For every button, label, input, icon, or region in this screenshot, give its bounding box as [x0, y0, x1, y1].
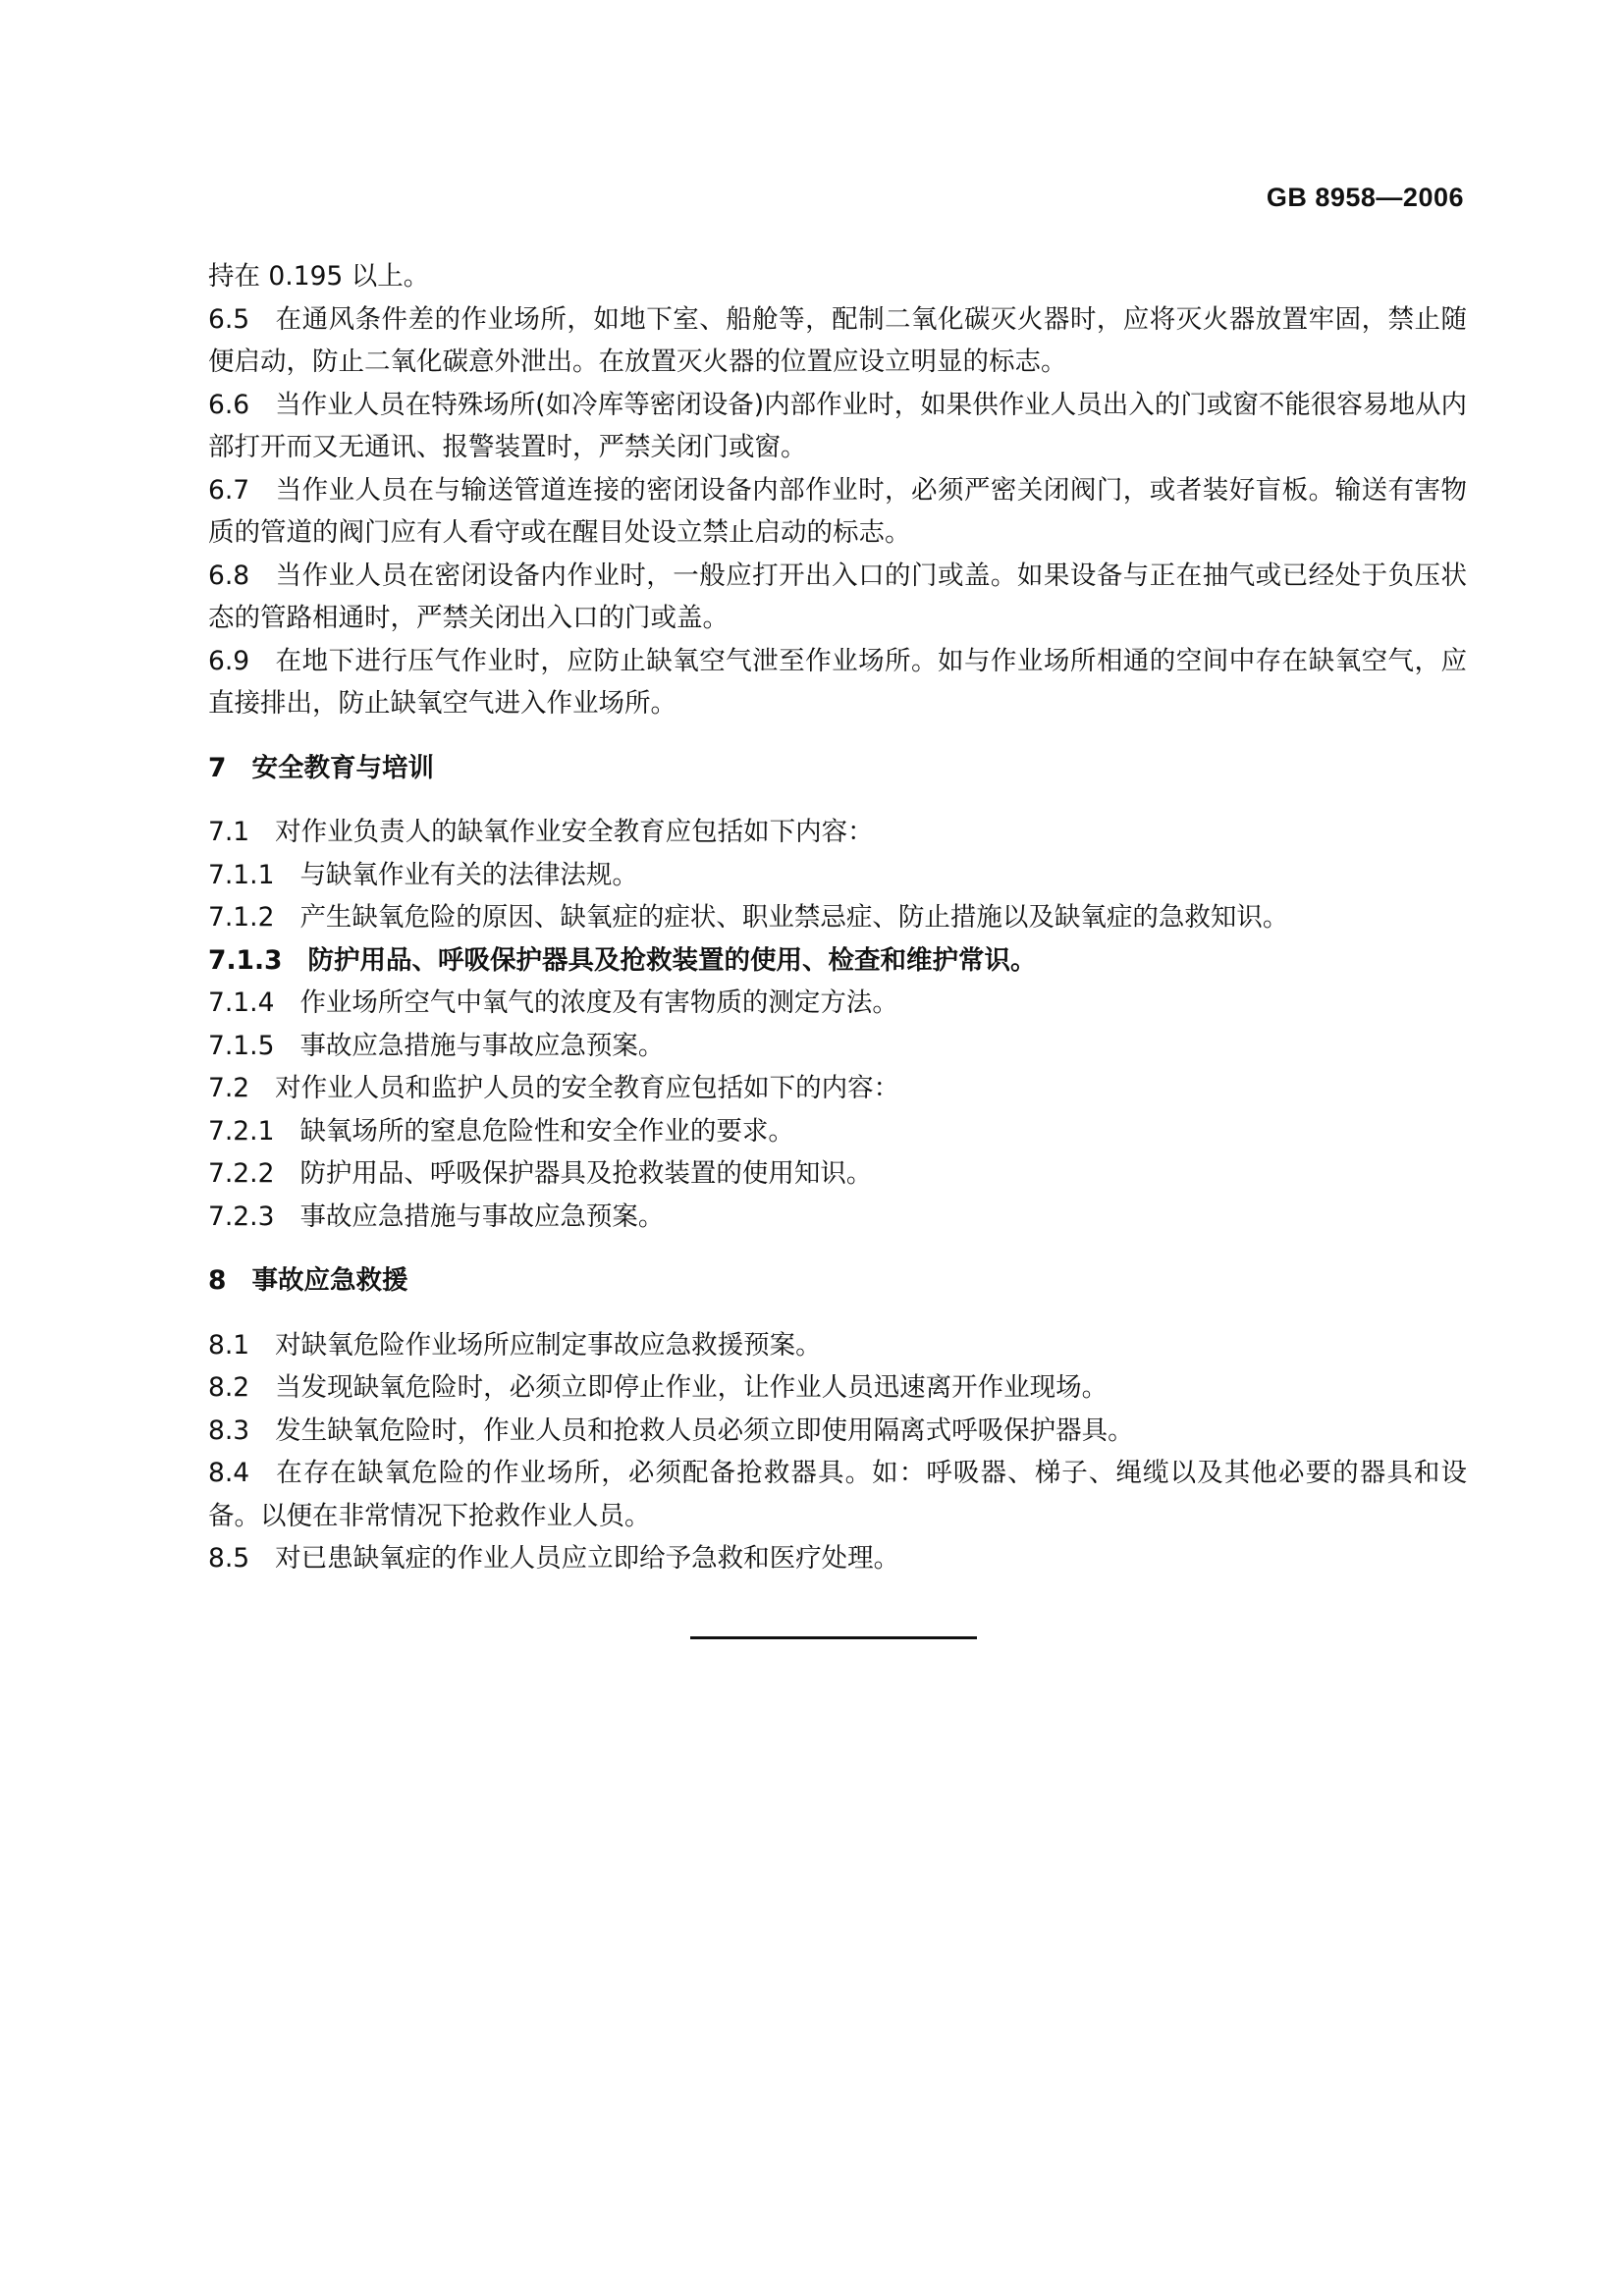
clause-number: 7.1.1: [208, 859, 275, 890]
section-title: 事故应急救援: [251, 1265, 408, 1296]
clause-number: 8.1: [208, 1329, 250, 1361]
section-number: 7: [208, 752, 227, 783]
clause-8-1: [208, 1324, 1467, 1367]
clause-7-1-1: [208, 854, 1467, 897]
section-8-list: [208, 1324, 1467, 1580]
clause-8-5: [208, 1537, 1467, 1580]
clause-text: 当作业人员在与输送管道连接的密闭设备内部作业时，必须严密关闭阀门，或者装好盲板。输送有害物质的管道的阀门应有人看守或在醒目处设立禁止启动的标志。: [208, 474, 1467, 548]
clause-text: 作业场所空气中氧气的浓度及有害物质的测定方法。: [299, 988, 898, 1018]
clause-text: 对作业人员和监护人员的安全教育应包括如下的内容：: [275, 1073, 900, 1103]
clause-number: 7.1.3: [208, 944, 283, 976]
clause-number: 7.1.2: [208, 902, 275, 933]
clause-number: 6.5: [208, 303, 250, 335]
clause-7-2-2: [208, 1152, 1467, 1196]
document-body: [208, 255, 1467, 1580]
clause-number: 7.1: [208, 817, 250, 847]
clause-text: 对缺氧危险作业场所应制定事故应急救援预案。: [275, 1329, 822, 1361]
clause-text: 发生缺氧危险时，作业人员和抢救人员必须立即使用隔离式呼吸保护器具。: [275, 1415, 1134, 1446]
clause-number: 7.2.1: [208, 1115, 275, 1147]
clause-text: 与缺氧作业有关的法律法规。: [299, 859, 638, 890]
section-7-heading: [208, 747, 1467, 790]
clause-number: 7.2.3: [208, 1201, 275, 1232]
section-7-list: [208, 811, 1467, 1238]
clause-number: 6.7: [208, 474, 250, 506]
clause-text: 在地下进行压气作业时，应防止缺氧空气泄至作业场所。如与作业场所相通的空间中存在缺氧空气，应直接排出，防止缺氧空气进入作业场所。: [208, 645, 1467, 719]
clause-number: 7.2.2: [208, 1158, 275, 1189]
clause-7-1-3: [208, 939, 1467, 983]
clause-6-6: [208, 384, 1467, 469]
clause-number: 6.6: [208, 389, 250, 420]
clause-text: 当作业人员在密闭设备内作业时，一般应打开出入口的门或盖。如果设备与正在抽气或已经处于负压状态的管路相通时，严禁关闭出入口的门或盖。: [208, 560, 1467, 633]
section-6-list: [208, 298, 1467, 725]
clause-number: 6.9: [208, 645, 250, 676]
clause-text: 产生缺氧危险的原因、缺氧症的症状、职业禁忌症、防止措施以及缺氧症的急救知识。: [299, 902, 1289, 933]
clause-7-1-5: [208, 1025, 1467, 1068]
clause-7-2: [208, 1067, 1467, 1110]
clause-number: 6.8: [208, 560, 250, 591]
clause-8-2: [208, 1366, 1467, 1410]
clause-6-8: [208, 555, 1467, 640]
clause-text: 防护用品、呼吸保护器具及抢救装置的使用、检查和维护常识。: [307, 944, 1037, 976]
clause-6-9: [208, 640, 1467, 725]
clause-number: 8.4: [208, 1458, 250, 1488]
standard-code: GB 8958—2006: [1266, 183, 1464, 212]
clause-text: 在通风条件差的作业场所，如地下室、船舱等，配制二氧化碳灭火器时，应将灭火器放置牢固，禁止随便启动，防止二氧化碳意外泄出。在放置灭火器的位置应设立明显的标志。: [208, 303, 1467, 377]
clause-number: 7.1.5: [208, 1030, 275, 1061]
clause-number: 8.5: [208, 1543, 250, 1574]
clause-7-2-1: [208, 1110, 1467, 1153]
clause-number: 7.1.4: [208, 988, 275, 1018]
clause-7-1-2: [208, 896, 1467, 939]
clause-6-5: [208, 298, 1467, 384]
clause-number: 8.2: [208, 1372, 250, 1403]
clause-text: 当发现缺氧危险时，必须立即停止作业，让作业人员迅速离开作业现场。: [275, 1372, 1109, 1403]
continuation-paragraph: 持在 0.195 以上。: [208, 261, 430, 292]
section-number: 8: [208, 1265, 227, 1296]
clause-8-3: [208, 1410, 1467, 1453]
section-title: 安全教育与培训: [251, 752, 434, 783]
clause-7-2-3: [208, 1196, 1467, 1239]
clause-7-1: [208, 811, 1467, 854]
clause-text: 对已患缺氧症的作业人员应立即给予急救和医疗处理。: [275, 1543, 900, 1574]
section-8-heading: [208, 1259, 1467, 1303]
clause-number: 7.2: [208, 1073, 250, 1103]
clause-6-7: [208, 469, 1467, 555]
clause-number: 8.3: [208, 1415, 250, 1446]
clause-text: 事故应急措施与事故应急预案。: [299, 1201, 665, 1232]
end-of-document-rule: [690, 1636, 977, 1639]
clause-text: 事故应急措施与事故应急预案。: [299, 1030, 665, 1061]
clause-text: 缺氧场所的窒息危险性和安全作业的要求。: [299, 1115, 794, 1147]
clause-7-1-4: [208, 982, 1467, 1025]
clause-text: 对作业负责人的缺氧作业安全教育应包括如下内容：: [275, 817, 874, 847]
clause-text: 当作业人员在特殊场所(如冷库等密闭设备)内部作业时，如果供作业人员出入的门或窗不能很容易地从内部打开而又无通讯、报警装置时，严禁关闭门或窗。: [208, 389, 1467, 462]
clause-8-4: [208, 1452, 1467, 1537]
clause-text: 在存在缺氧危险的作业场所，必须配备抢救器具。如：呼吸器、梯子、绳缆以及其他必要的器具和设备。以便在非常情况下抢救作业人员。: [208, 1458, 1467, 1531]
clause-text: 防护用品、呼吸保护器具及抢救装置的使用知识。: [299, 1158, 873, 1189]
